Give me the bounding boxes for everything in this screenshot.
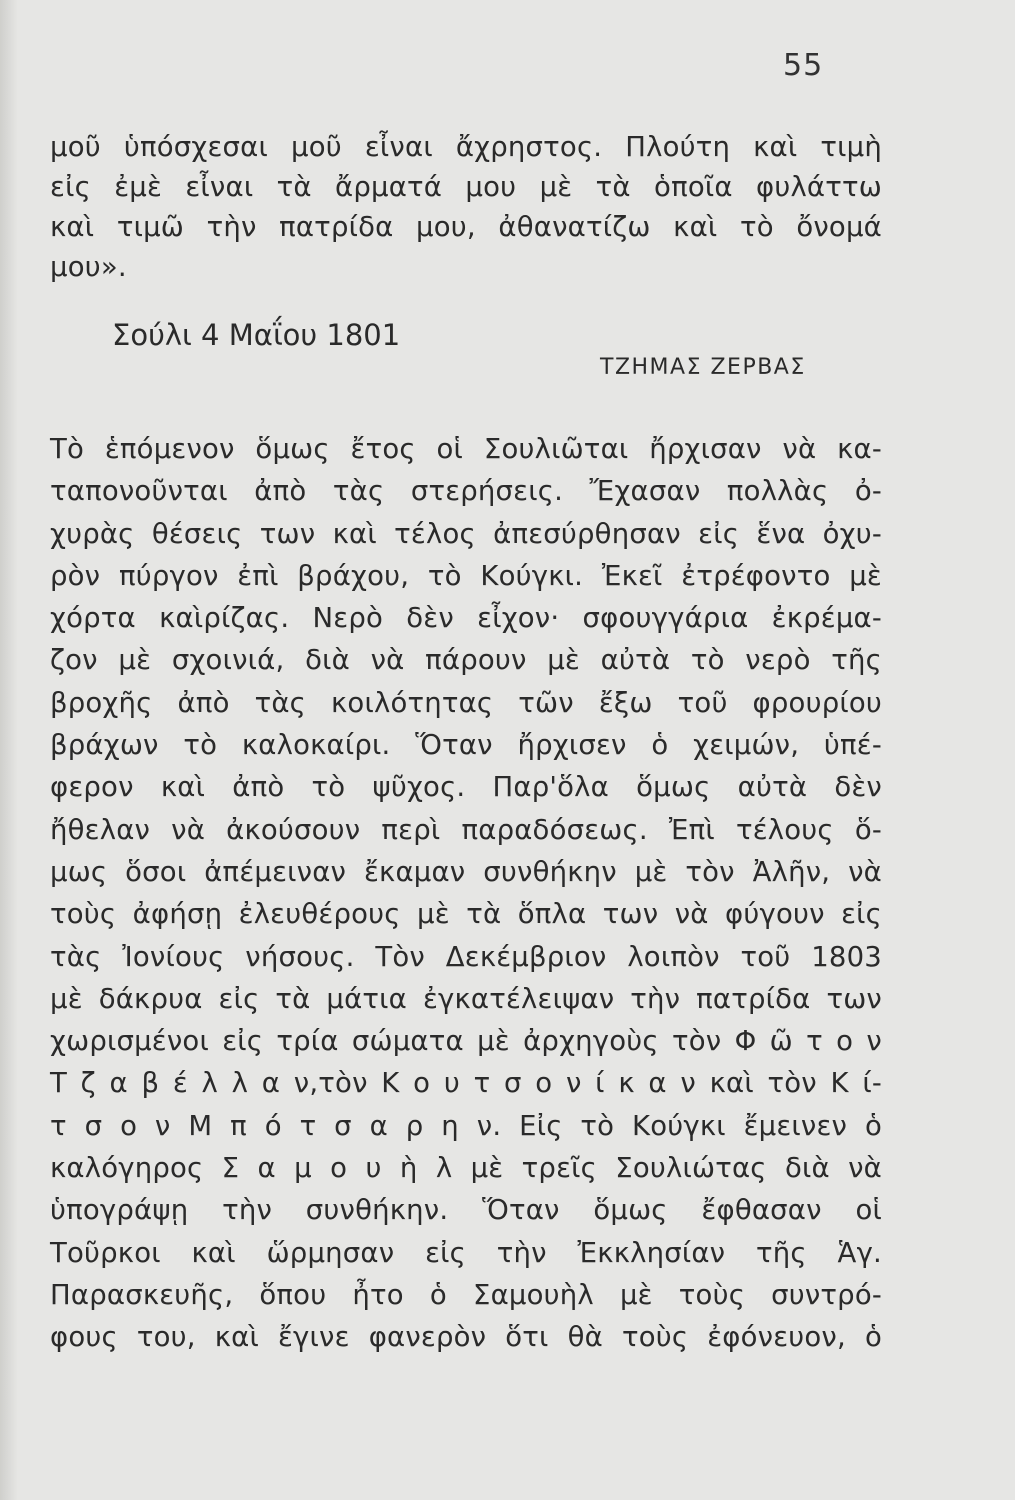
- page-edge: [0, 0, 18, 1500]
- letter-place-date: Σούλι 4 Μαΐου 1801: [112, 318, 401, 352]
- text-line: ὑπογράψῃ τὴν συνθήκην. Ὅταν ὅμως ἔφθασαν οἱ: [50, 1194, 882, 1227]
- text-line: βροχῆς ἀπὸ τὰς κοιλότητας τῶν ἔξω τοῦ φρουρίου: [50, 686, 882, 719]
- text-line: Τὸ ἑπόμενον ὅμως ἔτος οἱ Σουλιῶται ἤρχισαν νὰ κα-: [50, 433, 882, 465]
- text-line: μὲ δάκρυα εἰς τὰ μάτια ἐγκατέλειψαν τὴν πατρίδα των: [50, 982, 882, 1015]
- text-line: Τοῦρκοι καὶ ὥρμησαν εἰς τὴν Ἐκκλησίαν τῆς Ἁγ.: [50, 1236, 882, 1269]
- text-line: καλόγηρος Σ α μ ο υ ὴ λ μὲ τρεῖς Σουλιώτας διὰ νὰ: [50, 1152, 882, 1185]
- body-paragraph: [50, 428, 882, 1359]
- text-line: μοῦ ὑπόσχεσαι μοῦ εἶναι ἄχρηστος. Πλούτη καὶ τιμὴ: [50, 131, 882, 163]
- text-line: χόρτα καὶρίζας. Νερὸ δὲν εἶχον· σφουγγάρια ἐκρέμα-: [50, 602, 882, 635]
- page-number: 55: [783, 48, 824, 83]
- text-line: τ σ ο ν Μ π ό τ σ α ρ η ν. Εἰς τὸ Κούγκι ἔμεινεν ὁ: [50, 1109, 882, 1142]
- text-line: χωρισμένοι εἰς τρία σώματα μὲ ἀρχηγοὺς τὸν Φ ῶ τ ο ν: [50, 1025, 882, 1058]
- text-line: χυρὰς θέσεις των καὶ τέλος ἀπεσύρθησαν εἰς ἕνα ὀχυ-: [50, 517, 882, 550]
- text-line: ρὸν πύργον ἐπὶ βράχου, τὸ Κούγκι. Ἐκεῖ ἐτρέφοντο μὲ: [50, 559, 882, 592]
- text-line: καὶ τιμῶ τὴν πατρίδα μου, ἀθανατίζω καὶ τὸ ὄνομά: [50, 211, 882, 243]
- text-line: μου».: [50, 251, 127, 283]
- text-line: ζον μὲ σχοινιά, διὰ νὰ πάρουν μὲ αὐτὰ τὸ νερὸ τῆς: [50, 644, 882, 677]
- text-line: εἰς ἐμὲ εἶναι τὰ ἄρματά μου μὲ τὰ ὁποῖα φυλάττω: [50, 171, 882, 203]
- text-line: μως ὅσοι ἀπέμειναν ἔκαμαν συνθήκην μὲ τὸν Ἀλῆν, νὰ: [50, 855, 882, 888]
- text-line: φερον καὶ ἀπὸ τὸ ψῦχος. Παρ'ὅλα ὅμως αὐτὰ δὲν: [50, 771, 882, 804]
- letter-signature: ΤΖΗΜΑΣ ΖΕΡΒΑΣ: [600, 355, 806, 380]
- quote-ending-paragraph: [50, 127, 882, 287]
- text-line: τοὺς ἀφήσῃ ἐλευθέρους μὲ τὰ ὅπλα των νὰ φύγουν εἰς: [50, 898, 882, 931]
- text-line: ταπονοῦνται ἀπὸ τὰς στερήσεις. Ἔχασαν πολλὰς ὀ-: [50, 475, 882, 508]
- text-line: Τ ζ α β έ λ λ α ν,τὸν Κ ο υ τ σ ο ν ί κ α ν καὶ τὸν Κ ί-: [50, 1067, 882, 1100]
- text-line: φους του, καὶ ἔγινε φανερὸν ὅτι θὰ τοὺς ἐφόνευον, ὁ: [50, 1321, 882, 1354]
- text-line: τὰς Ἰονίους νήσους. Τὸν Δεκέμβριον λοιπὸν τοῦ 1803: [50, 940, 882, 973]
- text-line: ἤθελαν νὰ ἀκούσουν περὶ παραδόσεως. Ἐπὶ τέλους ὅ-: [50, 813, 882, 846]
- text-line: Παρασκευῆς, ὅπου ἦτο ὁ Σαμουὴλ μὲ τοὺς συντρό-: [50, 1278, 882, 1311]
- text-line: βράχων τὸ καλοκαίρι. Ὅταν ἤρχισεν ὁ χειμών, ὑπέ-: [50, 729, 882, 762]
